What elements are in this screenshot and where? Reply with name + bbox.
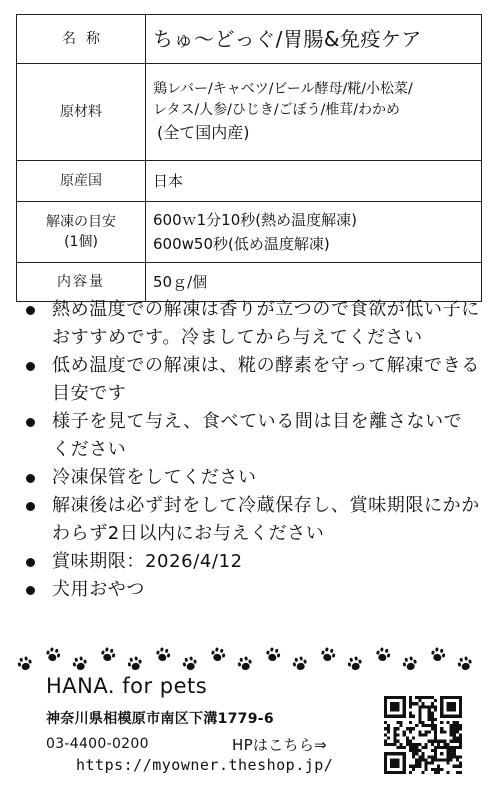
content-amount-value: 50ｇ/個 bbox=[146, 263, 482, 302]
homepage-url[interactable]: https://myowner.theshop.jp/ bbox=[76, 756, 334, 774]
paw-print-icon bbox=[99, 646, 116, 663]
paw-print-icon bbox=[264, 646, 281, 663]
product-name-row bbox=[17, 15, 482, 64]
ingredients-line: レタス/人参/ひじき/ごぼう/椎茸/わかめ bbox=[153, 102, 401, 118]
paw-print-icon bbox=[429, 646, 446, 663]
paw-print-icon bbox=[456, 655, 473, 672]
thaw-guide-row bbox=[17, 202, 482, 263]
list-item: 解凍後は必ず封をして冷蔵保存し、賞味期限にかかわらず2日以内にお与えください bbox=[24, 492, 480, 548]
phone-number: 03-4400-0200 bbox=[46, 736, 149, 752]
list-item: 熱め温度での解凍は香りが立つので食欲が低い子におすすめです。冷ましてから与えてください bbox=[24, 296, 480, 352]
best-before-item: 賞味期限：2026/4/12 bbox=[24, 548, 480, 576]
product-spec-table bbox=[16, 14, 482, 302]
paw-print-icon bbox=[374, 646, 391, 663]
paw-print-icon bbox=[346, 655, 363, 672]
thaw-guide-key-sub: (1個) bbox=[64, 234, 98, 250]
thaw-guide-key bbox=[17, 202, 146, 263]
qr-code-icon[interactable] bbox=[384, 696, 462, 774]
paw-print-border bbox=[18, 648, 484, 672]
paw-print-icon bbox=[401, 655, 418, 672]
thaw-guide-key-main: 解凍の目安 bbox=[46, 214, 116, 230]
product-name-value: ちゅ〜どっぐ/胃腸&免疫ケア bbox=[146, 15, 482, 64]
paw-print-icon bbox=[291, 655, 308, 672]
thaw-guide-hot: 600ｗ1分10秒(熱め温度解凍) bbox=[153, 211, 357, 229]
content-amount-key: 内容量 bbox=[17, 263, 146, 302]
thaw-guide-value bbox=[146, 202, 482, 263]
ingredients-value bbox=[146, 64, 482, 161]
product-name-key: 名称 bbox=[17, 15, 146, 64]
paw-print-icon bbox=[181, 655, 198, 672]
paw-print-icon bbox=[126, 655, 143, 672]
paw-print-icon bbox=[71, 655, 88, 672]
care-notes-list bbox=[24, 296, 480, 604]
list-item: 低め温度での解凍は、糀の酵素を守って解凍できる目安です bbox=[24, 352, 480, 408]
ingredients-key: 原材料 bbox=[17, 64, 146, 161]
ingredients-row bbox=[17, 64, 482, 161]
paw-print-icon bbox=[236, 655, 253, 672]
thaw-guide-low: 600w50秒(低め温度解凍) bbox=[153, 235, 330, 253]
paw-print-icon bbox=[44, 646, 61, 663]
paw-print-icon bbox=[319, 646, 336, 663]
brand-name: HANA. for pets bbox=[46, 674, 208, 698]
origin-row bbox=[17, 161, 482, 202]
origin-key: 原産国 bbox=[17, 161, 146, 202]
paw-print-icon bbox=[154, 646, 171, 663]
ingredients-line: 鶏レバー/キャベツ/ビール酵母/糀/小松菜/ bbox=[153, 81, 413, 97]
homepage-link-label: HPはこちら⇒ bbox=[232, 736, 327, 754]
paw-print-icon bbox=[209, 646, 226, 663]
list-item: 犬用おやつ bbox=[24, 576, 480, 604]
paw-print-icon bbox=[16, 655, 33, 672]
store-address: 神奈川県相模原市南区下溝1779-6 bbox=[46, 711, 274, 727]
list-item: 様子を見て与え、食べている間は目を離さないでください bbox=[24, 408, 480, 464]
ingredients-note: (全て国内産) bbox=[157, 123, 250, 142]
list-item: 冷凍保管をしてください bbox=[24, 464, 480, 492]
origin-value: 日本 bbox=[146, 161, 482, 202]
